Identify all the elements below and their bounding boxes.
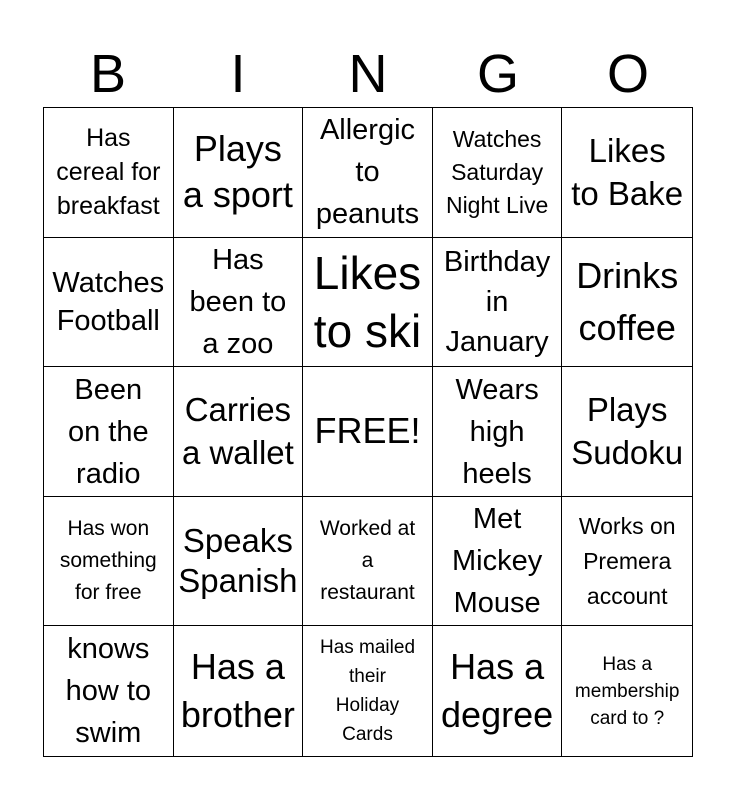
bingo-cell-n5[interactable] — [303, 626, 433, 756]
cell-text: knows how to swim — [65, 633, 152, 750]
cell-text: Works on Premera account — [578, 512, 676, 609]
bingo-cell-i4[interactable] — [174, 497, 304, 627]
header-letter-n: N — [348, 44, 388, 104]
bingo-cell-i3[interactable] — [174, 367, 304, 497]
cell-text: Has won something for free — [59, 517, 157, 605]
cell-text: Allergic to peanuts — [315, 114, 420, 231]
bingo-cell-free[interactable] — [303, 367, 433, 497]
cell-text: Likes to ski — [313, 246, 422, 357]
bingo-cell-b1[interactable] — [44, 108, 174, 238]
header-letter-o: O — [606, 44, 649, 104]
bingo-cell-o5[interactable] — [562, 626, 692, 756]
bingo-cell-o1[interactable] — [562, 108, 692, 238]
bingo-cell-g5[interactable] — [433, 626, 563, 756]
bingo-cell-g1[interactable] — [433, 108, 563, 238]
cell-text: Likes to Bake — [571, 132, 684, 213]
bingo-cell-g2[interactable] — [433, 238, 563, 368]
bingo-cell-n1[interactable] — [303, 108, 433, 238]
bingo-cell-n4[interactable] — [303, 497, 433, 627]
cell-text: Speaks Spanish — [178, 522, 298, 600]
cell-text: Has cereal for breakfast — [56, 124, 161, 221]
cell-text: Watches Football — [52, 266, 165, 337]
bingo-cell-b4[interactable] — [44, 497, 174, 627]
cell-text: Plays a sport — [182, 128, 293, 216]
bingo-cell-b3[interactable] — [44, 367, 174, 497]
bingo-cell-b5[interactable] — [44, 626, 174, 756]
bingo-header — [43, 44, 693, 104]
cell-text: Plays Sudoku — [571, 391, 684, 472]
bingo-cell-o4[interactable] — [562, 497, 692, 627]
bingo-cell-i2[interactable] — [174, 238, 304, 368]
bingo-cell-g4[interactable] — [433, 497, 563, 627]
bingo-cell-g3[interactable] — [433, 367, 563, 497]
bingo-cell-o2[interactable] — [562, 238, 692, 368]
cell-text: Has a degree — [441, 646, 554, 736]
cell-text: Wears high heels — [455, 373, 539, 490]
cell-text: Birthday in January — [443, 245, 551, 358]
bingo-cell-n2[interactable] — [303, 238, 433, 368]
cell-text: Drinks coffee — [576, 254, 679, 348]
cell-text: Worked at a restaurant — [319, 517, 416, 605]
cell-text: Has been to a zoo — [189, 243, 287, 360]
cell-text: Been on the radio — [67, 373, 149, 490]
bingo-cell-b2[interactable] — [44, 238, 174, 368]
bingo-cell-o3[interactable] — [562, 367, 692, 497]
cell-text: Has a brother — [180, 646, 295, 736]
cell-text: Carries a wallet — [181, 391, 294, 472]
header-letter-b: B — [89, 44, 127, 104]
header-letter-i: I — [230, 44, 246, 104]
bingo-board — [43, 107, 693, 757]
free-space-label: FREE! — [314, 410, 421, 452]
header-letter-g: G — [476, 44, 519, 104]
bingo-cell-i1[interactable] — [174, 108, 304, 238]
bingo-cell-i5[interactable] — [174, 626, 304, 756]
cell-text: Watches Saturday Night Live — [445, 125, 549, 218]
cell-text: Has a membership card to ? — [574, 653, 680, 729]
cell-text: Has mailed their Holiday Cards — [319, 637, 416, 746]
cell-text: Met Mickey Mouse — [451, 503, 543, 620]
